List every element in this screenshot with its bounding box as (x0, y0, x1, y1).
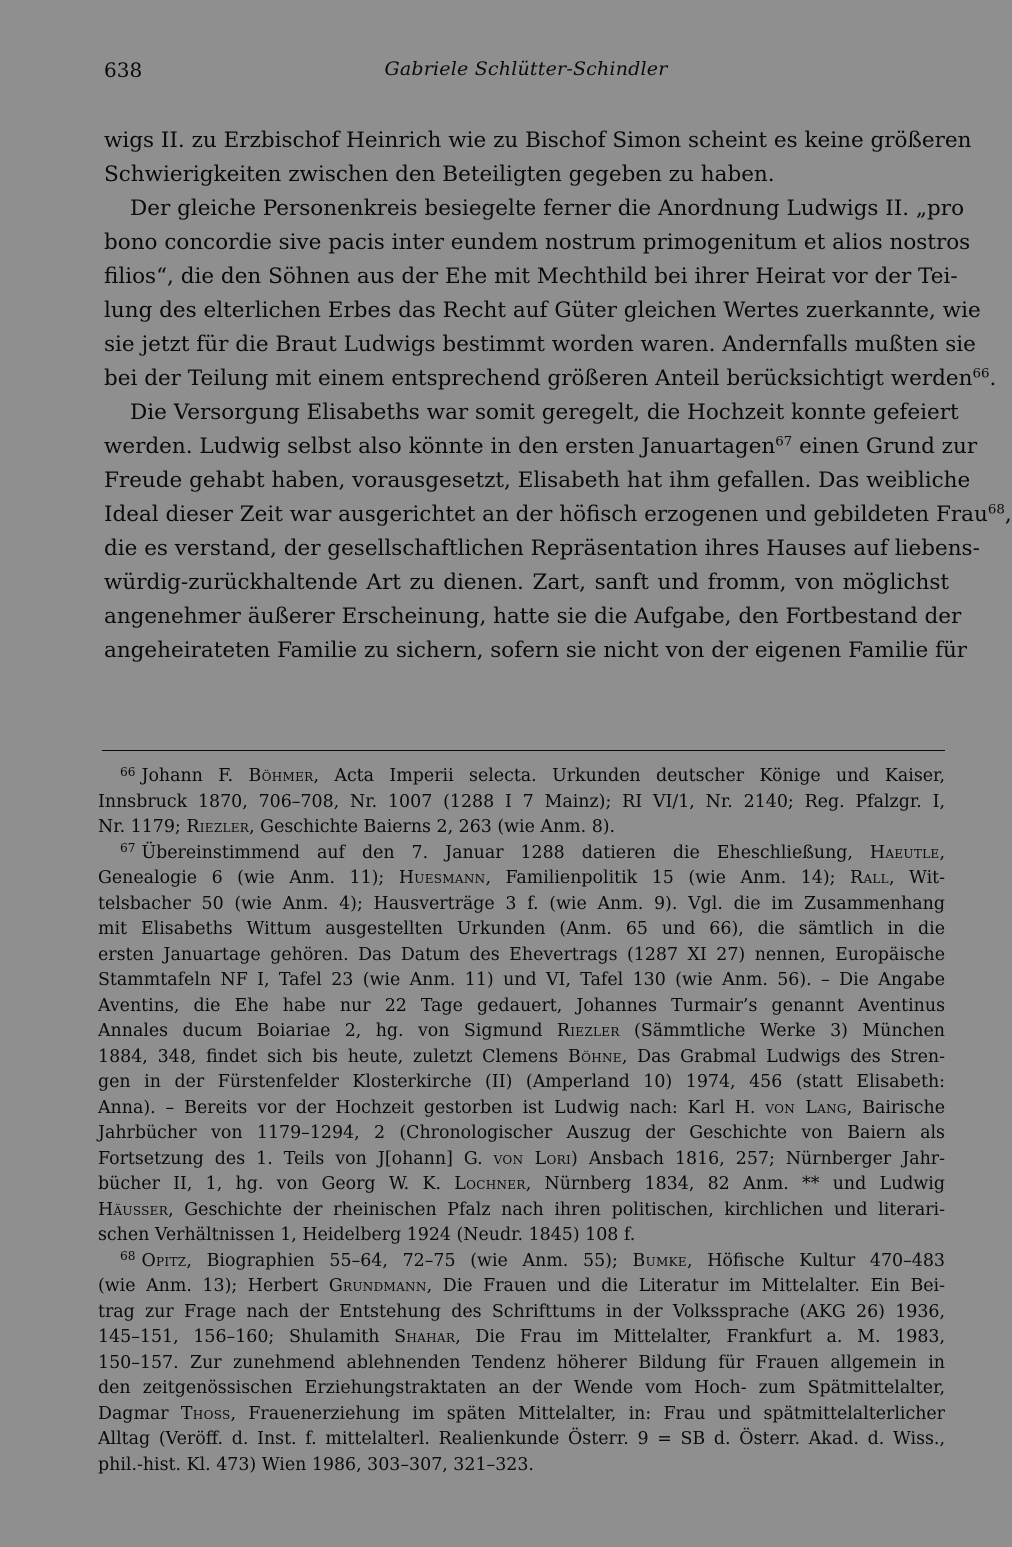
text-line-content: Schwierigkeiten zwischen den Beteiligten gegeben zu haben. (104, 162, 775, 187)
footnote-text: (wie Anm. 13); Herbert (98, 1276, 329, 1296)
text-line-content: Die Versorgung Elisabeths war somit geregelt, die Hochzeit konnte gefeiert (130, 400, 959, 425)
text-line-tail: , (1004, 502, 1012, 527)
text-line (104, 362, 997, 396)
footnote-text: schen Verhältnissen 1, Heidelberg 1924 (Neudr. 1845) 108 f. (98, 1225, 636, 1245)
author-name: Huesmann (398, 868, 486, 888)
footnote-text: , Geschichte der rheinischen Pfalz nach ihren politischen, kirchlichen und literari- (168, 1199, 945, 1220)
footnote-text: , Biographien 55–64, 72–75 (wie Anm. 55); (186, 1250, 633, 1271)
text-line (104, 430, 978, 464)
footnote-text: Dagmar (98, 1403, 181, 1424)
text-line (104, 192, 965, 226)
footnote-text: Nr. 1179; (98, 817, 187, 837)
text-line (104, 124, 972, 158)
footnote-line (98, 1070, 945, 1096)
footnote-text: ) Ansbach 1816, 257; Nürnberger Jahr- (571, 1148, 945, 1169)
footnote-text: trag zur Frage nach der Entstehung des Schrifttums in der Volkssprache (AKG 26) 1936, (98, 1301, 945, 1322)
footnote-text: , Geschichte Baierns 2, 263 (wie Anm. 8). (249, 817, 616, 837)
author-name: Opitz (141, 1250, 187, 1271)
text-line-content: Freude gehabt haben, vorausgesetzt, Elisabeth hat ihm gefallen. Das weibliche (104, 468, 971, 493)
footnote-text: , Die Frau im Mittelalter, Frankfurt a. M. 1983, (455, 1327, 945, 1347)
footnote-text: ersten Januartage gehören. Das Datum des Ehevertrags (1287 XI 27) nennen, Europäische (98, 944, 945, 965)
text-line-content: werden. Ludwig selbst also könnte in den ersten Januartagen (104, 434, 776, 459)
footnote-text: 145–151, 156–160; Shulamith (98, 1327, 395, 1347)
footnote-line (98, 1121, 945, 1147)
footnote-text: Innsbruck 1870, 706–708, Nr. 1007 (1288 I 7 Mainz); RI VI/1, Nr. 2140; Reg. Pfalzgr. I, (98, 791, 945, 812)
footnote-text: gen in der Fürstenfelder Klosterkirche (II) (Amperland 10) 1974, 456 (statt Elisabeth: (98, 1072, 945, 1092)
footnote-text: Genealogie 6 (wie Anm. 11); (98, 868, 399, 888)
footnote-text: (Sämmtliche Werke 3) München (619, 1021, 945, 1041)
author-name: Thoss (180, 1403, 231, 1424)
footnote-text: 1884, 348, findet sich bis heute, zuletzt Clemens (98, 1046, 568, 1067)
text-line-content: bei der Teilung mit einem entsprechend größeren Anteil berücksichtigt werden (104, 366, 973, 391)
text-line (104, 532, 980, 566)
text-line (104, 328, 976, 362)
text-line (104, 634, 968, 668)
text-line-content: würdig-zurückhaltende Art zu dienen. Zart, sanft und fromm, von möglichst (104, 570, 949, 595)
text-line (104, 226, 971, 260)
footnote-line (98, 815, 945, 841)
author-name: Bumke (632, 1250, 687, 1271)
footnote-line (98, 1453, 945, 1479)
footnote-reference[interactable]: 68 (987, 502, 1005, 518)
footnote-text: Aventins, die Ehe habe nur 22 Tage gedauert, Johannes Turmair’s genannt Aventinus (98, 995, 945, 1016)
footnote-line (98, 1249, 945, 1275)
author-name: Riezler (556, 1021, 620, 1041)
footnote-text: Alltag (Veröff. d. Inst. f. mittelalterl. Realienkunde Österr. 9 = SB d. Österr. Akad. d. Wiss., (98, 1429, 945, 1449)
footnote-text: telsbacher 50 (wie Anm. 4); Hausverträge 3 f. (wie Anm. 9). Vgl. die im Zusammenhang (98, 893, 945, 914)
footnote-text: Jahrbücher von 1179–1294, 2 (Chronologischer Auszug der Geschichte von Baiern als (98, 1123, 945, 1143)
footnote-text: bücher II, 1, hg. von Georg W. K. (98, 1174, 455, 1194)
author-name: Riezler (186, 817, 250, 837)
text-line-content: wigs II. zu Erzbischof Heinrich wie zu Bischof Simon scheint es keine größeren (104, 128, 972, 153)
page-header (104, 58, 948, 88)
footnote-text: phil.-hist. Kl. 473) Wien 1986, 303–307, 321–323. (98, 1454, 534, 1475)
footnote-text: Stammtafeln NF I, Tafel 23 (wie Anm. 11) und VI, Tafel 130 (wie Anm. 56). – Die Angabe (98, 970, 945, 990)
footnote-line (98, 1019, 945, 1045)
text-line-tail: . (989, 366, 997, 391)
footnote-text: , Frauenerziehung im späten Mittelalter, in: Frau und spätmittelalterlicher (230, 1403, 945, 1424)
text-line (104, 294, 981, 328)
footnote-line (98, 968, 945, 994)
footnote-line (98, 1172, 945, 1198)
footnote-line (98, 994, 945, 1020)
author-name: Lochner (454, 1174, 526, 1194)
author-name: Böhmer (248, 766, 314, 786)
text-line (104, 158, 949, 192)
footnote-text: , Die Frauen und die Literatur im Mittelalter. Ein Bei- (426, 1276, 945, 1296)
footnote-text: , Nürnberg 1834, 82 Anm. ** und Ludwig (525, 1174, 945, 1194)
main-text (104, 124, 1012, 668)
footnote-divider (102, 750, 945, 751)
footnote-line (98, 892, 945, 918)
footnote-line (98, 1325, 945, 1351)
text-line-content: sie jetzt für die Braut Ludwigs bestimmt worden waren. Andernfalls mußten sie (104, 332, 976, 357)
footnote-text: den zeitgenössischen Erziehungstraktaten an der Wende vom Hoch- zum Spätmittelalter, (98, 1378, 945, 1398)
footnote-line (98, 1198, 945, 1224)
footnote-line (98, 1376, 945, 1402)
footnote-line (98, 1300, 945, 1326)
running-head: Gabriele Schlütter-Schindler (384, 58, 668, 80)
footnote-number: 67 (120, 841, 136, 856)
footnote-text: , Das Grabmal Ludwigs des Stren- (621, 1046, 945, 1067)
author-name: Rall (850, 868, 889, 888)
text-line-content: angeheirateten Familie zu sichern, sofern sie nicht von der eigenen Familie für (104, 638, 968, 663)
text-line-content: filios“, die den Söhnen aus der Ehe mit Mechthild bei ihrer Heirat vor der Tei- (104, 264, 958, 289)
footnote-number: 68 (120, 1249, 136, 1264)
footnote-number: 66 (120, 764, 136, 779)
footnote-text: , Acta Imperii selecta. Urkunden deutscher Könige und Kaiser, (313, 766, 945, 786)
text-line-content: lung des elterlichen Erbes das Recht auf Güter gleichen Wertes zuerkannte, wie (104, 298, 981, 323)
author-name: Häusser (98, 1199, 169, 1220)
author-name: Haeutle (869, 842, 940, 863)
footnote-line (98, 1147, 945, 1173)
footnote-text: Anna). – Bereits vor der Hochzeit gestorben ist Ludwig nach: Karl H. (98, 1097, 766, 1118)
text-line (104, 566, 949, 600)
footnote-reference[interactable]: 66 (972, 366, 990, 382)
text-line-content: angenehmer äußerer Erscheinung, hatte sie die Aufgabe, den Fortbestand der (104, 604, 962, 629)
page-number: 638 (104, 58, 143, 82)
footnote-line (98, 1274, 945, 1300)
text-line-content: Der gleiche Personenkreis besiegelte ferner die Anordnung Ludwigs II. „pro (130, 196, 965, 221)
text-line-content: Ideal dieser Zeit war ausgerichtet an der höfisch erzogenen und gebildeten Frau (104, 502, 988, 527)
footnote-line (98, 943, 945, 969)
footnote-line (98, 1045, 945, 1071)
footnote-line (98, 1402, 945, 1428)
footnote-line (98, 1096, 945, 1122)
footnote-line (98, 917, 945, 943)
text-line-content: die es verstand, der gesellschaftlichen Repräsentation ihres Hauses auf liebens- (104, 536, 980, 561)
footnote-text: Fortsetzung des 1. Teils von J[ohann] G. (98, 1148, 494, 1169)
footnote-line (98, 790, 945, 816)
footnote-line (98, 1427, 945, 1453)
footnote-text: , (939, 842, 945, 863)
text-line (104, 260, 958, 294)
author-name: von Lori (493, 1148, 572, 1169)
author-name: Grundmann (328, 1276, 427, 1296)
footnote-text: 150–157. Zur zunehmend ablehnenden Tendenz höherer Bildung für Frauen allgemein in (98, 1352, 945, 1373)
text-line (104, 396, 959, 430)
text-line (104, 498, 1012, 532)
text-line-content: bono concordie sive pacis inter eundem nostrum primogenitum et alios nostros (104, 230, 971, 255)
author-name: von Lang (765, 1097, 847, 1118)
footnotes (98, 764, 945, 1478)
footnote-line (98, 1351, 945, 1377)
author-name: Böhne (568, 1046, 622, 1067)
author-name: Shahar (394, 1327, 456, 1347)
footnote-text: Johann F. (141, 766, 249, 786)
text-line (104, 464, 971, 498)
footnote-reference[interactable]: 67 (775, 434, 793, 450)
footnote-text: , Familienpolitik 15 (wie Anm. 14); (485, 868, 851, 888)
footnote-text: Übereinstimmend auf den 7. Januar 1288 datieren die Eheschließung, (141, 842, 870, 863)
footnote-text: Annales ducum Boiariae 2, hg. von Sigmund (98, 1021, 557, 1041)
text-line (104, 600, 962, 634)
footnote-text: , Bairische (846, 1097, 945, 1118)
footnote-text: mit Elisabeths Wittum ausgestellten Urkunden (Anm. 65 und 66), die sämtlich in die (98, 919, 945, 939)
footnote-line (98, 841, 945, 867)
footnote-text: , Höfische Kultur 470–483 (686, 1250, 945, 1271)
footnote-text: , Wit- (888, 868, 945, 888)
footnote-line (98, 866, 945, 892)
text-line-tail: einen Grund zur (792, 434, 978, 459)
footnote-line (98, 1223, 945, 1249)
footnote-line (98, 764, 945, 790)
